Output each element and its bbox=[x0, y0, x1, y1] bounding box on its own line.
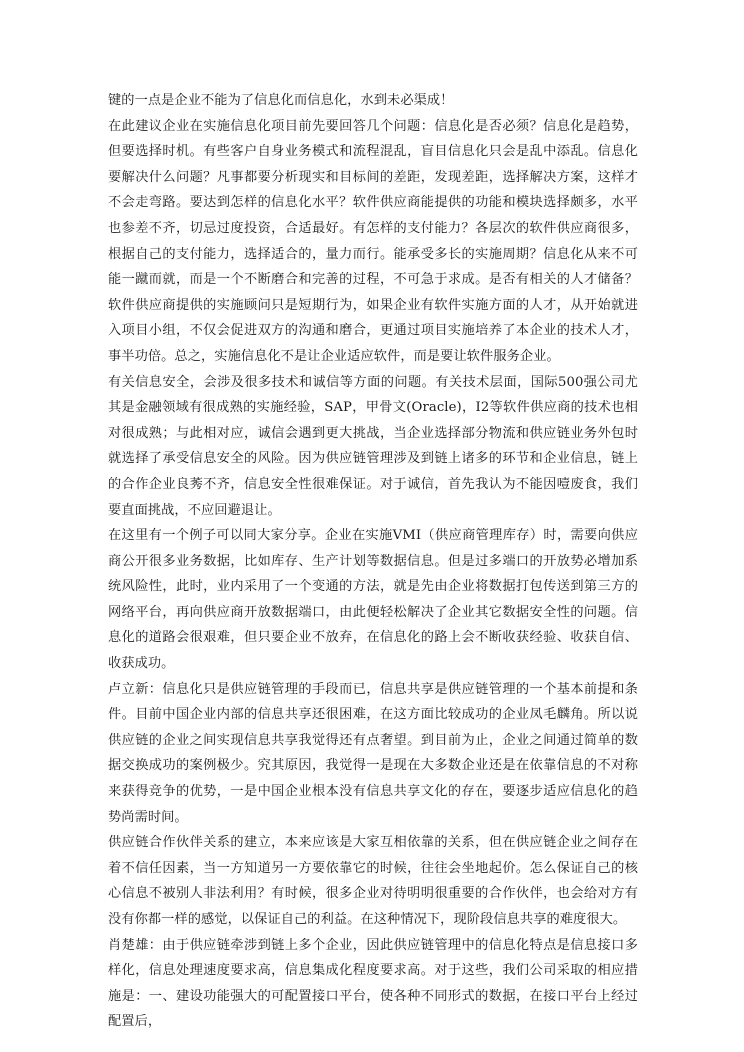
paragraph-4: 在这里有一个例子可以同大家分享。企业在实施VMI（供应商管理库存）时，需要向供应商公开很多业务数据，比如库存、生产计划等数据信息。但是过多端口的开放势必增加系统风险性，此时，业内采用了一个变通的方法，就是先由企业将数据打包传送到第三方的网络平台，再向供应商开放数据端口，由此便轻松解决了企业其它数据安全性的问题。信息化的道路会很艰难，但只要企业不放弃，在信息化的路上会不断收获经验、收获自信、收获成功。 bbox=[108, 528, 638, 672]
paragraph-5: 卢立新：信息化只是供应链管理的手段而已，信息共享是供应链管理的一个基本前提和条件。目前中国企业内部的信息共享还很困难，在这方面比较成功的企业凤毛麟角。所以说供应链的企业之间实现信息共享我觉得还有点奢望。到目前为止，企业之间通过简单的数据交换成功的案例极少。究其原因，我觉得一是现在大多数企业还是在依靠信息的不对称来获得竞争的优势，一是中国企业根本没有信息共享文化的存在，要逐步适应信息化的趋势尚需时间。 bbox=[108, 681, 638, 825]
paragraph-6: 供应链合作伙伴关系的建立，本来应该是大家互相依靠的关系，但在供应链企业之间存在着不信任因素，当一方知道另一方要依靠它的时候，往往会坐地起价。怎么保证自己的核心信息不被别人非法利用？有时候，很多企业对待明明很重要的合作伙伴，也会给对方有没有你都一样的感觉，以保证自己的利益。在这种情况下，现阶段信息共享的难度很大。 bbox=[108, 835, 638, 927]
paragraph-7: 肖楚雄：由于供应链牵涉到链上多个企业，因此供应链管理中的信息化特点是信息接口多样化，信息处理速度要求高，信息集成化程度要求高。对于这些，我们公司采取的相应措施是：一、建设功能强大的可配置接口平台，使各种不同形式的数据，在接口平台上经过配置后， bbox=[108, 937, 638, 1030]
paragraph-3: 有关信息安全，会涉及很多技术和诚信等方面的问题。有关技术层面，国际500强公司尤其是金融领域有很成熟的实施经验，SAP，甲骨文(Oracle)，I2等软件供应商的技术也相对很成熟；与此相对应，诚信会遇到更大挑战，当企业选择部分物流和供应链业务外包时就选择了承受信息安全的风险。因为供应链管理涉及到链上诸多的环节和企业信息，链上的合作企业良莠不齐，信息安全性很难保证。对于诚信，首先我认为不能因噎废食，我们要直面挑战，不应回避退让。 bbox=[108, 374, 638, 518]
paragraph-2: 在此建议企业在实施信息化项目前先要回答几个问题：信息化是否必须？信息化是趋势，但要选择时机。有些客户自身业务模式和流程混乱，盲目信息化只会是乱中添乱。信息化要解决什么问题？凡事都要分析现实和目标间的差距，发现差距，选择解决方案，这样才不会走弯路。要达到怎样的信息化水平？软件供应商能提供的功能和模块选择颇多，水平也参差不齐，切忌过度投资，合适最好。有怎样的支付能力？各层次的软件供应商很多，根据自己的支付能力，选择适合的，量力而行。能承受多长的实施周期？信息化从来不可能一蹴而就，而是一个不断磨合和完善的过程，不可急于求成。是否有相关的人才储备？软件供应商提供的实施顾问只是短期行为，如果企业有软件实施方面的人才，从开始就进入项目小组，不仅会促进双方的沟通和磨合，更通过项目实施培养了本企业的技术人才，事半功倍。总之，实施信息化不是让企业适应软件，而是要让软件服务企业。 bbox=[108, 118, 638, 364]
body-text bbox=[108, 88, 638, 1035]
paragraph-1: 键的一点是企业不能为了信息化而信息化，水到未必渠成！ bbox=[108, 93, 454, 108]
